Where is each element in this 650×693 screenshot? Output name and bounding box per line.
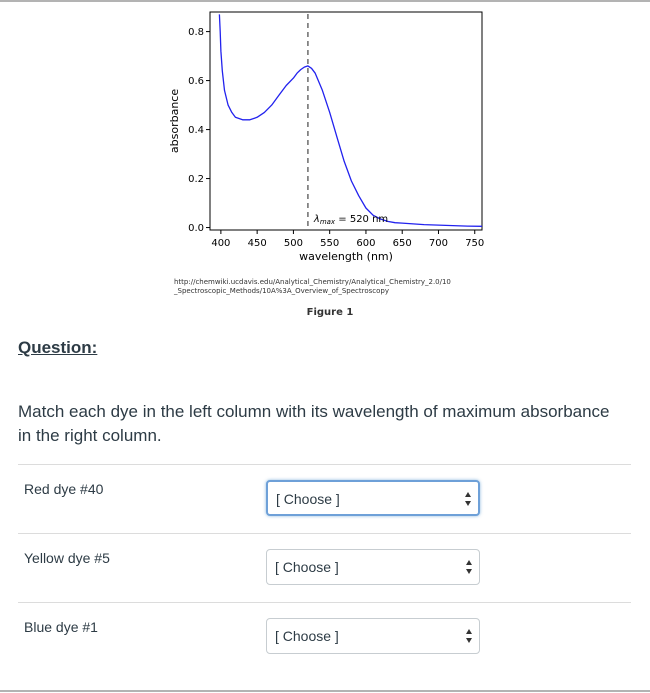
spectrum-line [219,14,482,226]
absorbance-chart [160,4,500,279]
x-tick-label: 500 [283,238,303,249]
source-url [174,278,494,296]
top-divider [0,0,650,2]
match-row-red-dye [18,464,631,533]
y-tick-label: 0.0 [188,223,204,235]
y-axis-label: absorbance [168,88,181,154]
dye-label: Red dye #40 [24,481,104,497]
x-axis-label: wavelength (nm) [299,250,393,263]
wavelength-select[interactable] [266,549,480,585]
select-arrows-icon [465,626,473,646]
x-tick-label: 650 [392,238,412,249]
question-heading: Question: [18,338,98,357]
y-tick-label: 0.4 [188,125,204,137]
x-tick-label: 700 [428,238,449,249]
source-url-line-2: _Spectroscopic_Methods/10A%3A_Overview_of_Spectroscopy [174,287,390,295]
select-value: [ Choose ] [276,491,340,507]
bottom-divider [0,690,650,692]
match-row-blue-dye [18,602,631,671]
select-arrows-icon [464,489,472,509]
y-tick-label: 0.6 [188,76,204,88]
x-tick-label: 400 [211,238,231,249]
dye-label: Blue dye #1 [24,619,98,635]
question-text: Match each dye in the left column with its wavelength of maximum absorbance in the right column. [18,402,610,445]
x-tick-label: 550 [320,238,340,249]
dye-label: Yellow dye #5 [24,550,110,566]
y-tick-label: 0.8 [188,27,204,39]
wavelength-select[interactable] [266,618,480,654]
select-arrows-icon [465,557,473,577]
x-tick-label: 600 [356,238,376,249]
x-tick-label: 750 [465,238,485,249]
source-url-line-1: http://chemwiki.ucdavis.edu/Analytical_Chemistry/Analytical_Chemistry_2.0/10 [174,278,451,286]
plot-frame [210,12,482,230]
select-value: [ Choose ] [275,628,339,644]
spectrum-figure [160,4,500,324]
lambda-max-annotation: $\lambda_{max} = 520$ nm [313,214,389,226]
match-row-yellow-dye [18,533,631,602]
y-tick-label: 0.2 [188,174,204,186]
wavelength-select[interactable] [266,480,480,516]
select-value: [ Choose ] [275,559,339,575]
figure-caption: Figure 1 [306,307,354,318]
x-tick-label: 450 [247,238,267,249]
